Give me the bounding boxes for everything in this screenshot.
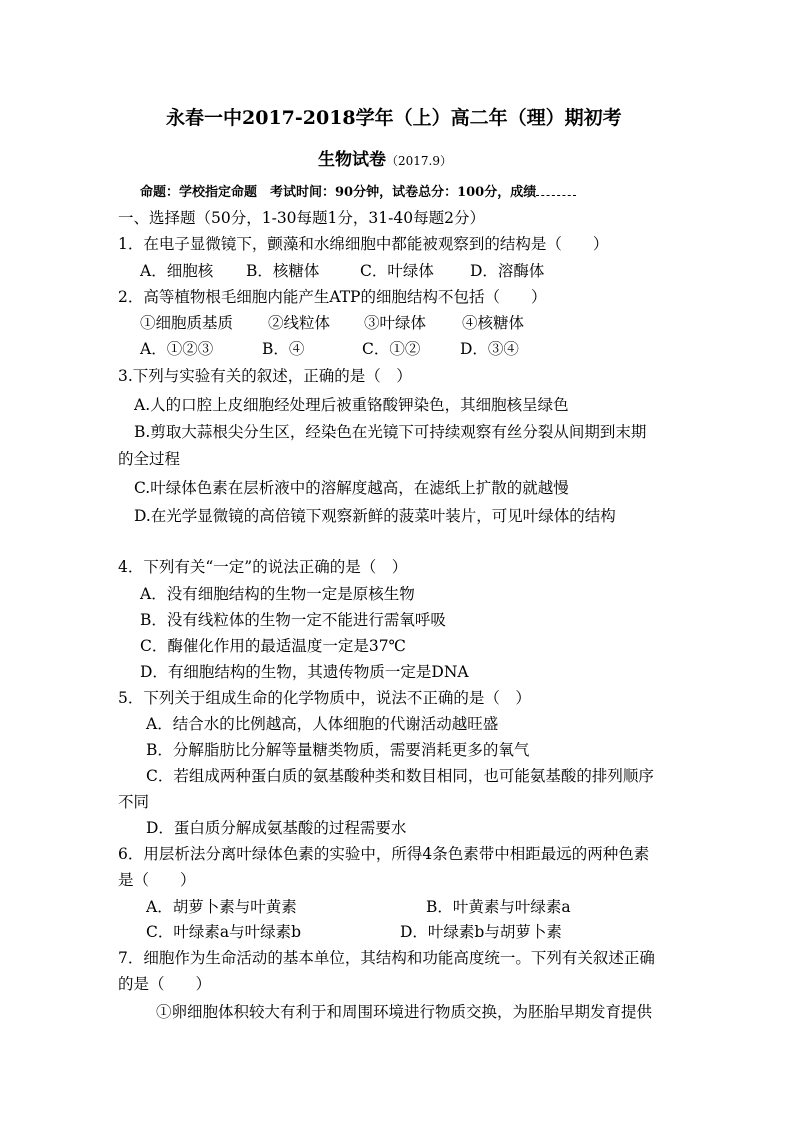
q6-stem: 6．用层析法分离叶绿体色素的实验中，所得4条色素带中相距最远的两种色素 [118,845,650,863]
q3-option-a: A.人的口腔上皮细胞经处理后被重铬酸钾染色，其细胞核呈绿色 [134,396,569,414]
q6-option-c: C．叶绿素a与叶绿素b [146,923,302,941]
q1-stem: 1．在电子显微镜下，颤藻和水绵细胞中都能被观察到的结构是（ ） [118,235,609,253]
exam-meta [140,183,576,203]
q3-stem: 3.下列与实验有关的叙述，正确的是（ ） [118,367,412,385]
q5-option-c: C．若组成两种蛋白质的氨基酸种类和数目相同，也可能氨基酸的排列顺序 [146,767,654,785]
q5-stem: 5．下列关于组成生命的化学物质中，说法不正确的是（ ） [118,689,531,707]
q3-option-b: B.剪取大蒜根尖分生区，经染色在光镜下可持续观察有丝分裂从间期到末期 [134,423,647,441]
q6-option-b: B．叶黄素与叶绿素a [426,898,571,916]
q3-option-d: D.在光学显微镜的高倍镜下观察新鲜的菠菜叶装片，可见叶绿体的结构 [134,507,616,525]
score-blank [536,183,576,196]
exam-meta-text: 命题：学校指定命题 考试时间：90分钟，试卷总分：100分，成绩 [140,185,537,200]
q7-stem: 7．细胞作为生命活动的基本单位，其结构和功能高度统一。下列有关叙述正确 [118,949,655,967]
q5-option-a: A．结合水的比例越高，人体细胞的代谢活动越旺盛 [146,715,499,733]
q4-option-c: C．酶催化作用的最适温度一定是37℃ [140,637,406,655]
exam-subtitle [318,150,452,171]
q1-option-d: D．溶酶体 [470,262,545,280]
q2-item-2: ②线粒体 [268,314,331,332]
section-heading: 一、选择题（50分，1-30每题1分，31-40每题2分） [118,209,485,227]
q5-option-b: B．分解脂肪比分解等量糖类物质，需要消耗更多的氧气 [146,741,530,759]
subject-name: 生物试卷 [318,150,386,170]
exam-date: （2017.9） [386,154,452,168]
q3-option-b-cont: 的全过程 [118,450,181,468]
q7-item-1: ①卵细胞体积较大有利于和周围环境进行物质交换，为胚胎早期发育提供 [156,1003,653,1021]
q4-option-b: B．没有线粒体的生物一定不能进行需氧呼吸 [140,611,446,629]
q2-option-d: D．③④ [460,340,519,358]
q1-option-c: C．叶绿体 [360,262,434,280]
q1-option-b: B．核糖体 [246,262,320,280]
q3-option-c: C.叶绿体色素在层析液中的溶解度越高，在滤纸上扩散的就越慢 [134,479,569,497]
q2-option-c: C．①② [362,340,421,358]
q6-option-a: A．胡萝卜素与叶黄素 [146,898,297,916]
exam-title: 永春一中2017-2018学年（上）高二年（理）期初考 [166,107,622,129]
q2-item-3: ③叶绿体 [364,314,427,332]
q4-option-d: D．有细胞结构的生物，其遗传物质一定是DNA [140,663,469,681]
q5-option-d: D．蛋白质分解成氨基酸的过程需要水 [146,819,407,837]
q7-stem-cont: 的是（ ） [118,975,212,993]
q1-option-a: A．细胞核 [140,262,214,280]
q2-item-4: ④核糖体 [462,314,525,332]
q2-option-b: B．④ [262,340,305,358]
q5-option-c-cont: 不同 [118,793,150,811]
q4-stem: 4．下列有关“一定”的说法正确的是（ ） [118,558,408,576]
q6-option-d: D．叶绿素b与胡萝卜素 [400,923,562,941]
q2-option-a: A．①②③ [140,340,214,358]
q2-stem: 2．高等植物根毛细胞内能产生ATP的细胞结构不包括（ ） [118,288,547,306]
q6-stem-cont: 是（ ） [118,871,196,889]
q2-item-1: ①细胞质基质 [140,314,234,332]
q4-option-a: A．没有细胞结构的生物一定是原核生物 [140,585,415,603]
